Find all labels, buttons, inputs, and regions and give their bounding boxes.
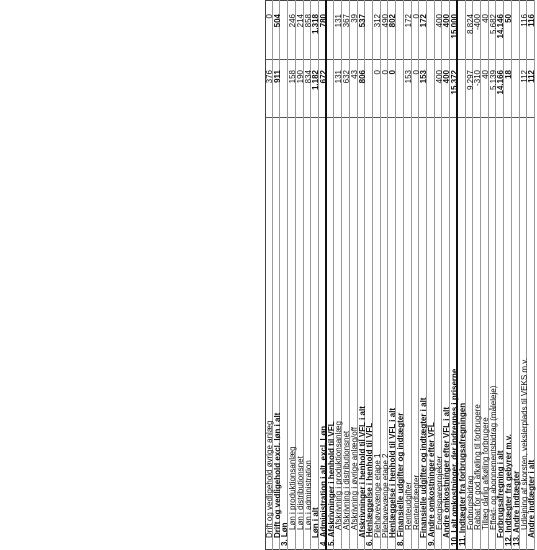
row-label: Energispareprojekter: [434, 455, 444, 530]
row-label: Afskrivning i distributionsnet: [342, 430, 352, 530]
row-label: 11. Indtægter fra forbrugsafregningen: [457, 402, 467, 546]
row-value-col1: 158: [288, 70, 298, 84]
table-row: [334, 0, 342, 550]
table-row: [412, 0, 420, 550]
row-value-col2: 15.000: [450, 14, 460, 39]
row-value-col2: 246: [288, 14, 298, 28]
row-value-col1: 190: [295, 70, 305, 84]
table-row: [481, 0, 489, 550]
row-label: 12. Indtægter fra gebyrer m.v.: [504, 434, 514, 546]
row-label: Andre omkostninger efter VFL i alt: [442, 407, 452, 538]
table-row: [365, 0, 373, 550]
table-row: [311, 0, 319, 550]
row-label: 6. Henlæggelse i henhold til VFL: [365, 422, 375, 546]
row-label: Pilehøvevænge etape 1: [373, 453, 382, 538]
table-row: [466, 0, 474, 550]
row-value-col1: 43: [349, 70, 359, 79]
table-row: [350, 0, 358, 550]
row-value-col1: 400: [434, 70, 444, 84]
row-label: Henlæggelse i henhold til VFL i alt: [388, 407, 398, 538]
row-value-col1: 131: [334, 70, 344, 84]
row-value-col2: 214: [295, 14, 305, 28]
row-label: Forbrugsafregning i alt: [496, 450, 506, 538]
row-value-col1: 0: [388, 70, 398, 75]
table-row: [304, 0, 312, 550]
row-label: Løn i distributionsnet: [295, 456, 305, 530]
row-value-col2: 367: [342, 14, 352, 28]
row-value-col2: 172: [419, 14, 429, 28]
row-value-col1: 153: [419, 70, 429, 84]
row-label: 5. Afskrivninger i henhold til VFL: [326, 421, 336, 546]
row-value-col2: 400: [442, 14, 452, 28]
row-label: Renteudgifter: [403, 481, 413, 530]
row-value-col2: 172: [403, 14, 413, 28]
table-row: [381, 0, 389, 550]
row-value-col2: 504: [272, 14, 282, 28]
row-value-col1: 672: [319, 70, 328, 84]
table-row: [473, 0, 481, 550]
row-value-col1: 0: [411, 70, 421, 75]
row-label: Pilehøvevænge etape 2: [380, 453, 390, 538]
row-value-col1: 806: [357, 70, 367, 84]
table-row: [288, 0, 296, 550]
table-row: [319, 0, 327, 550]
row-label: Finansielle udgifter og indtægter i alt: [419, 397, 429, 538]
row-label: Løn i administration: [303, 460, 313, 530]
row-value-col2: 131: [334, 14, 344, 28]
row-value-col2: 14.146: [496, 14, 506, 39]
row-value-col1: -310: [473, 70, 483, 87]
row-label: 8. Finansielle udgifter og indtægter: [396, 412, 406, 546]
table-row: [396, 0, 404, 550]
row-value-col1: 400: [442, 70, 452, 84]
row-label: 13. Andre indtægter: [511, 470, 521, 546]
row-label: Effekt- og abonnementsbidrag (måleleje): [488, 385, 498, 530]
table-row: [404, 0, 412, 550]
row-label: 4. Administration i alt, excl. Løn: [319, 425, 328, 546]
row-value-col1: 0: [373, 70, 382, 75]
row-value-col1: 0: [380, 70, 390, 75]
table-row: [388, 0, 396, 550]
row-value-col2: 312: [373, 14, 382, 28]
row-value-col2: 490: [380, 14, 390, 28]
table-row: [280, 0, 288, 550]
row-value-col1: 112: [527, 70, 537, 83]
row-label: Afskrivning i produktionsanlæg: [334, 421, 344, 530]
table-row: [273, 0, 281, 550]
row-value-col1: 632: [342, 70, 352, 84]
table-row: [442, 0, 450, 550]
row-value-col2: 0: [265, 14, 274, 19]
table-row: [358, 0, 366, 550]
row-value-col1: 834: [303, 70, 313, 84]
table-row: [450, 0, 458, 550]
row-value-col1: 911: [272, 70, 282, 83]
row-value-col2: 802: [388, 14, 398, 28]
table-row: [489, 0, 497, 550]
table-row: [527, 0, 535, 550]
row-value-col1: 153: [403, 70, 413, 84]
table-row: [373, 0, 381, 550]
row-value-col2: 116: [519, 14, 529, 27]
row-value-col1: 376: [265, 70, 274, 84]
row-value-col1: 15.372: [450, 70, 460, 95]
row-label: Rabat for god afkøling til forbrugere: [473, 404, 483, 530]
row-label: 9. Andre omkostninger efter VFL: [427, 422, 436, 546]
row-label: Afskrivninger i henhold til VFL i alt: [357, 406, 367, 538]
row-label: Udlejning af skorsten, vekslerplads til VEKS m.v.: [519, 358, 529, 530]
row-value-col1: 112: [519, 70, 529, 83]
table-row: [296, 0, 304, 550]
row-value-col2: 780: [319, 14, 328, 28]
row-label: Løn i alt: [311, 507, 321, 538]
table-row: [327, 0, 335, 550]
row-value-col1: 5.139: [488, 70, 498, 91]
row-value-col2: -400: [473, 14, 483, 31]
row-value-col1: 9.297: [465, 70, 475, 91]
table-row: [435, 0, 443, 550]
table-row: [520, 0, 528, 550]
row-value-col2: 537: [357, 14, 367, 28]
table-row: [504, 0, 512, 550]
row-value-col2: 858: [303, 14, 313, 28]
table-row: [427, 0, 435, 550]
row-value-col2: 0: [411, 14, 421, 19]
row-label: Løn i produktionsanlæg: [288, 446, 298, 530]
row-value-col2: 50: [504, 14, 514, 23]
row-value-col2: 8.824: [465, 14, 475, 35]
row-value-col2: 400: [434, 14, 444, 28]
table-row: [512, 0, 520, 550]
row-label: Drift og vedligehold excl. løn i alt: [272, 412, 282, 538]
row-label: Afskrivning i øvrige anlæg/off: [349, 426, 359, 530]
budget-table: [265, 0, 535, 550]
row-value-col2: 116: [527, 14, 537, 27]
table-row: [342, 0, 350, 550]
row-value-col2: 39: [349, 14, 359, 23]
row-value-col1: 1.182: [311, 70, 321, 91]
row-label: Drift og vedligehold øvrige anlæg: [265, 420, 274, 538]
row-value-col2: 40: [481, 14, 490, 23]
row-value-col2: 1.318: [311, 14, 321, 35]
table-row: [496, 0, 504, 550]
row-value-col2: 5.682: [488, 14, 498, 35]
table-row: [419, 0, 427, 550]
row-label: 3. Løn: [280, 522, 290, 546]
row-label: Tillæg dårlig afkøling forbrugere: [481, 417, 490, 530]
table-row: [265, 0, 273, 550]
table-row: [458, 0, 466, 550]
row-value-col1: 40: [481, 70, 490, 79]
row-value-col1: 18: [504, 70, 514, 79]
row-value-col1: 14.166: [496, 70, 506, 95]
row-label: Forbrugsbidrag: [465, 475, 475, 530]
row-label: Renteindtægter: [411, 474, 421, 530]
row-label: Andre indtægter i alt: [527, 459, 537, 538]
row-label: 10. I alt omkostninger, der indregnes i priserne: [450, 368, 460, 546]
